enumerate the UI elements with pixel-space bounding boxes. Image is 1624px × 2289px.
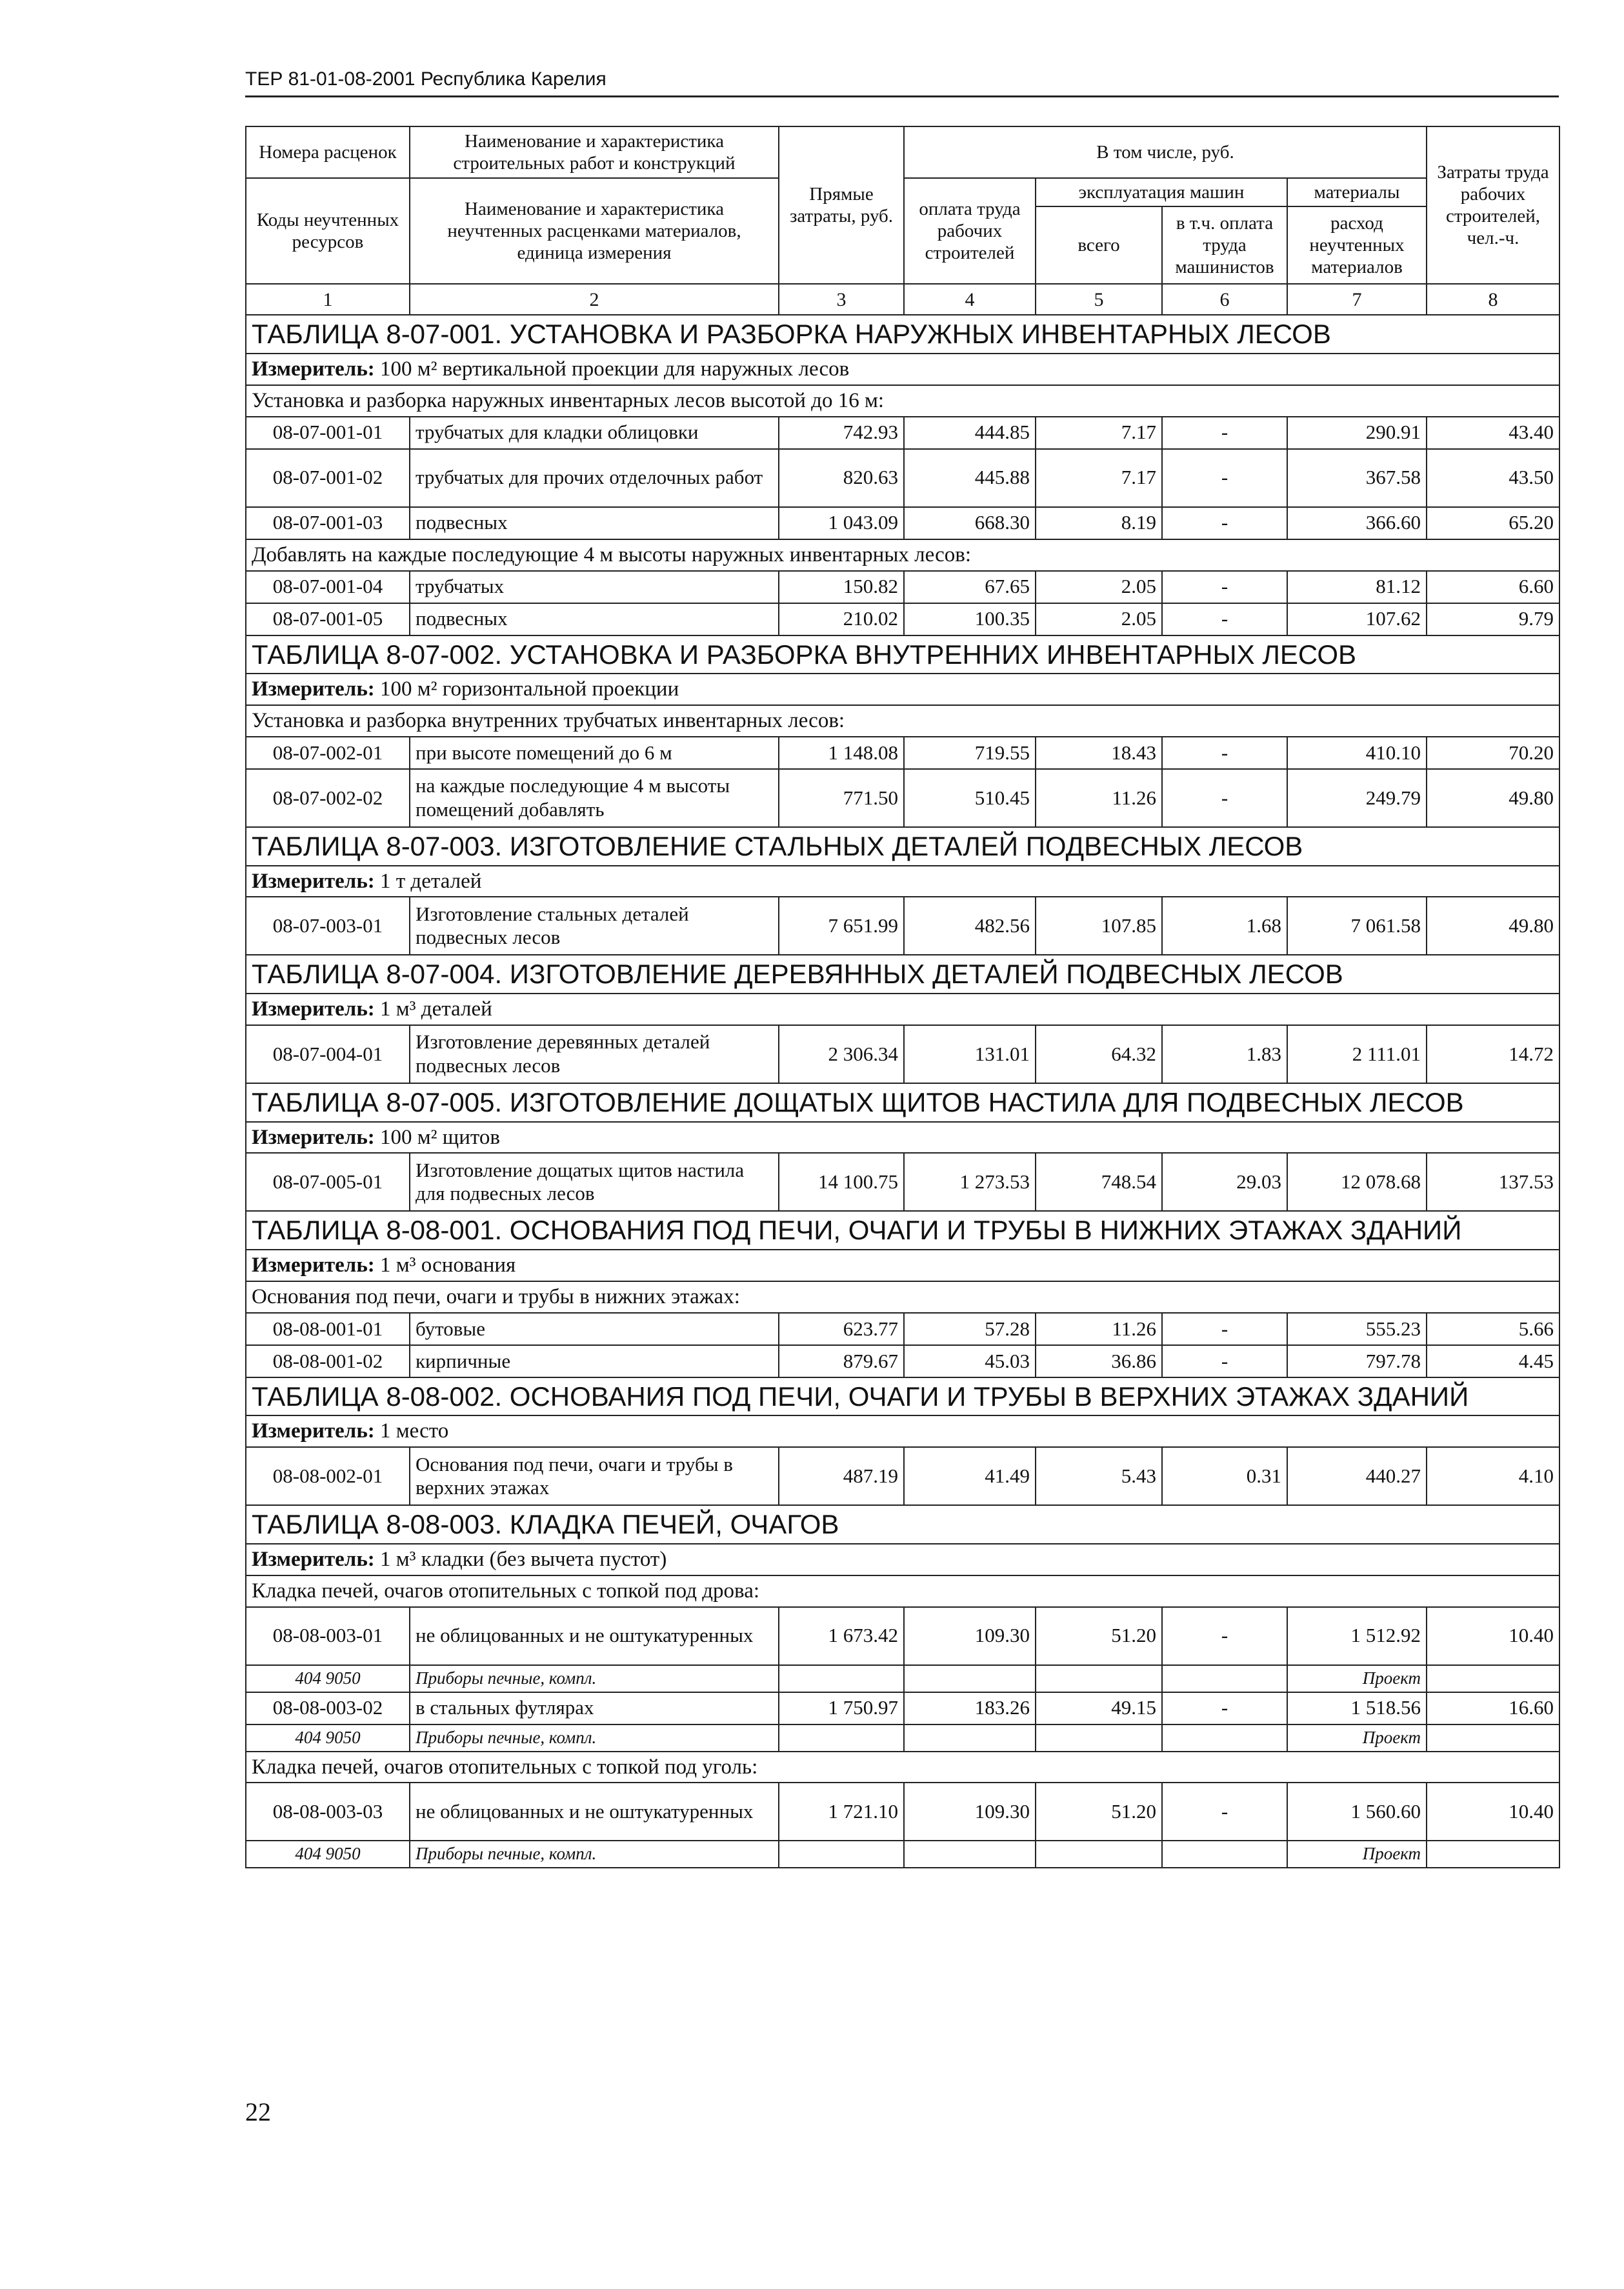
labor-pay-cell: 100.35 bbox=[904, 603, 1036, 635]
code-cell: 08-07-005-01 bbox=[246, 1153, 410, 1211]
machinist-pay-cell: 1.68 bbox=[1162, 897, 1287, 955]
machinist-pay-cell: - bbox=[1162, 417, 1287, 449]
machinist-pay-cell: - bbox=[1162, 769, 1287, 827]
materials-cell: 249.79 bbox=[1287, 769, 1427, 827]
col6-header: в т.ч. оплата труда машинистов bbox=[1162, 206, 1287, 284]
labor-hours-cell: 65.20 bbox=[1427, 507, 1559, 539]
measure-label: Измеритель: bbox=[252, 677, 375, 701]
labor-pay-cell: 45.03 bbox=[904, 1345, 1036, 1377]
name-cell: в стальных футлярах bbox=[410, 1692, 779, 1724]
table-title: ТАБЛИЦА 8-08-001. ОСНОВАНИЯ ПОД ПЕЧИ, ОЧАГИ И ТРУБЫ В НИЖНИХ ЭТАЖАХ ЗДАНИЙ bbox=[246, 1211, 1559, 1250]
measure-row bbox=[246, 994, 1559, 1025]
group-row bbox=[246, 1575, 1559, 1607]
group-heading: Установка и разборка наружных инвентарных лесов высотой до 16 м: bbox=[246, 385, 1559, 417]
labor-pay-cell: 183.26 bbox=[904, 1692, 1036, 1724]
materials-cell: 290.91 bbox=[1287, 417, 1427, 449]
measure-label: Измеритель: bbox=[252, 1254, 375, 1277]
labor-hours-cell: 14.72 bbox=[1427, 1025, 1559, 1083]
labor-pay-cell: 57.28 bbox=[904, 1313, 1036, 1345]
col8-header: Затраты труда рабочих строителей, чел.-ч. bbox=[1427, 126, 1559, 284]
direct-cost-cell: 150.82 bbox=[779, 571, 904, 603]
group-heading: Установка и разборка внутренних трубчатых инвентарных лесов: bbox=[246, 705, 1559, 737]
machinist-pay-cell: 0.31 bbox=[1162, 1447, 1287, 1505]
measure-row bbox=[246, 354, 1559, 385]
direct-cost-cell: 879.67 bbox=[779, 1345, 904, 1377]
colnum-3: 3 bbox=[779, 284, 904, 315]
table-row bbox=[246, 897, 1559, 955]
name-cell: Изготовление стальных деталей подвесных лесов bbox=[410, 897, 779, 955]
materials-cell: 555.23 bbox=[1287, 1313, 1427, 1345]
measure-value: 1 м³ кладки (без вычета пустот) bbox=[380, 1547, 667, 1571]
machinist-pay-cell: - bbox=[1162, 1607, 1287, 1665]
table-title: ТАБЛИЦА 8-08-003. КЛАДКА ПЕЧЕЙ, ОЧАГОВ bbox=[246, 1505, 1559, 1544]
resource-code: 404 9050 bbox=[246, 1841, 410, 1868]
table-title-row bbox=[246, 827, 1559, 866]
empty-cell bbox=[1162, 1665, 1287, 1692]
materials-cell: 12 078.68 bbox=[1287, 1153, 1427, 1211]
measure bbox=[246, 866, 1559, 897]
machines-total-cell: 11.26 bbox=[1036, 1313, 1162, 1345]
table-title-row bbox=[246, 1505, 1559, 1544]
labor-hours-cell: 10.40 bbox=[1427, 1783, 1559, 1841]
labor-pay-cell: 444.85 bbox=[904, 417, 1036, 449]
code-cell: 08-07-001-02 bbox=[246, 449, 410, 507]
direct-cost-cell: 742.93 bbox=[779, 417, 904, 449]
labor-pay-cell: 1 273.53 bbox=[904, 1153, 1036, 1211]
col7-header: расход неучтенных материалов bbox=[1287, 206, 1427, 284]
resource-row bbox=[246, 1724, 1559, 1752]
code-cell: 08-07-001-05 bbox=[246, 603, 410, 635]
name-cell: на каждые последующие 4 м высоты помещений добавлять bbox=[410, 769, 779, 827]
table-title: ТАБЛИЦА 8-07-001. УСТАНОВКА И РАЗБОРКА НАРУЖНЫХ ИНВЕНТАРНЫХ ЛЕСОВ bbox=[246, 315, 1559, 354]
labor-hours-cell: 4.10 bbox=[1427, 1447, 1559, 1505]
name-cell: при высоте помещений до 6 м bbox=[410, 737, 779, 769]
materials-cell: 7 061.58 bbox=[1287, 897, 1427, 955]
header-row bbox=[246, 126, 1559, 178]
table-row bbox=[246, 1447, 1559, 1505]
code-cell: 08-08-001-02 bbox=[246, 1345, 410, 1377]
empty-cell bbox=[1036, 1665, 1162, 1692]
group-row bbox=[246, 385, 1559, 417]
machines-total-cell: 2.05 bbox=[1036, 571, 1162, 603]
table-row bbox=[246, 769, 1559, 827]
empty-cell bbox=[904, 1665, 1036, 1692]
measure bbox=[246, 994, 1559, 1025]
labor-pay-cell: 131.01 bbox=[904, 1025, 1036, 1083]
measure-row bbox=[246, 1544, 1559, 1575]
labor-pay-cell: 719.55 bbox=[904, 737, 1036, 769]
machines-header: эксплуатация машин bbox=[1036, 178, 1287, 206]
measure-label: Измеритель: bbox=[252, 1125, 375, 1149]
direct-cost-cell: 1 148.08 bbox=[779, 737, 904, 769]
measure-value: 100 м² горизонтальной проекции bbox=[380, 677, 679, 701]
table-row bbox=[246, 1692, 1559, 1724]
col2-top: Наименование и характеристика строительных работ и конструкций bbox=[410, 126, 779, 178]
code-cell: 08-08-001-01 bbox=[246, 1313, 410, 1345]
colnum-7: 7 bbox=[1287, 284, 1427, 315]
measure-value: 1 т деталей bbox=[380, 869, 482, 893]
name-cell: не облицованных и не оштукатуренных bbox=[410, 1783, 779, 1841]
code-cell: 08-07-004-01 bbox=[246, 1025, 410, 1083]
machines-total-cell: 64.32 bbox=[1036, 1025, 1162, 1083]
materials-cell: 1 512.92 bbox=[1287, 1607, 1427, 1665]
table-row bbox=[246, 417, 1559, 449]
materials-cell: 797.78 bbox=[1287, 1345, 1427, 1377]
col5-header: всего bbox=[1036, 206, 1162, 284]
machinist-pay-cell: - bbox=[1162, 1692, 1287, 1724]
resource-usage: Проект bbox=[1287, 1665, 1427, 1692]
colnum-6: 6 bbox=[1162, 284, 1287, 315]
table-title: ТАБЛИЦА 8-07-004. ИЗГОТОВЛЕНИЕ ДЕРЕВЯННЫХ ДЕТАЛЕЙ ПОДВЕСНЫХ ЛЕСОВ bbox=[246, 955, 1559, 994]
empty-cell bbox=[1162, 1841, 1287, 1868]
machines-total-cell: 49.15 bbox=[1036, 1692, 1162, 1724]
measure-row bbox=[246, 1122, 1559, 1154]
direct-cost-cell: 1 043.09 bbox=[779, 507, 904, 539]
materials-cell: 366.60 bbox=[1287, 507, 1427, 539]
machines-total-cell: 7.17 bbox=[1036, 449, 1162, 507]
table-title-row bbox=[246, 1083, 1559, 1122]
table-row bbox=[246, 1783, 1559, 1841]
materials-cell: 1 518.56 bbox=[1287, 1692, 1427, 1724]
empty-cell bbox=[779, 1724, 904, 1752]
materials-cell: 81.12 bbox=[1287, 571, 1427, 603]
machines-total-cell: 51.20 bbox=[1036, 1783, 1162, 1841]
name-cell: Основания под печи, очаги и трубы в верхних этажах bbox=[410, 1447, 779, 1505]
table-row bbox=[246, 507, 1559, 539]
code-cell: 08-08-002-01 bbox=[246, 1447, 410, 1505]
direct-cost-cell: 1 673.42 bbox=[779, 1607, 904, 1665]
labor-hours-cell: 10.40 bbox=[1427, 1607, 1559, 1665]
machinist-pay-cell: 1.83 bbox=[1162, 1025, 1287, 1083]
resource-code: 404 9050 bbox=[246, 1724, 410, 1752]
measure-label: Измеритель: bbox=[252, 997, 375, 1021]
group-heading: Кладка печей, очагов отопительных с топкой под уголь: bbox=[246, 1752, 1559, 1783]
group-row bbox=[246, 1752, 1559, 1783]
table-title: ТАБЛИЦА 8-07-002. УСТАНОВКА И РАЗБОРКА ВНУТРЕННИХ ИНВЕНТАРНЫХ ЛЕСОВ bbox=[246, 635, 1559, 674]
empty-cell bbox=[1427, 1724, 1559, 1752]
table-row bbox=[246, 1153, 1559, 1211]
name-cell: кирпичные bbox=[410, 1345, 779, 1377]
direct-cost-cell: 1 721.10 bbox=[779, 1783, 904, 1841]
code-cell: 08-08-003-03 bbox=[246, 1783, 410, 1841]
labor-pay-cell: 109.30 bbox=[904, 1607, 1036, 1665]
name-cell: подвесных bbox=[410, 507, 779, 539]
materials-cell: 410.10 bbox=[1287, 737, 1427, 769]
measure-value: 1 м³ основания bbox=[380, 1254, 516, 1277]
direct-cost-cell: 2 306.34 bbox=[779, 1025, 904, 1083]
colnum-5: 5 bbox=[1036, 284, 1162, 315]
resource-name: Приборы печные, компл. bbox=[410, 1724, 779, 1752]
measure bbox=[246, 1415, 1559, 1447]
materials-header: материалы bbox=[1287, 178, 1427, 206]
measure-label: Измеритель: bbox=[252, 869, 375, 893]
code-cell: 08-07-001-04 bbox=[246, 571, 410, 603]
table-row bbox=[246, 1607, 1559, 1665]
labor-hours-cell: 49.80 bbox=[1427, 769, 1559, 827]
code-cell: 08-07-003-01 bbox=[246, 897, 410, 955]
labor-hours-cell: 16.60 bbox=[1427, 1692, 1559, 1724]
labor-pay-cell: 109.30 bbox=[904, 1783, 1036, 1841]
table-row bbox=[246, 449, 1559, 507]
resource-row bbox=[246, 1841, 1559, 1868]
machines-total-cell: 36.86 bbox=[1036, 1345, 1162, 1377]
machinist-pay-cell: - bbox=[1162, 449, 1287, 507]
labor-pay-cell: 668.30 bbox=[904, 507, 1036, 539]
code-cell: 08-07-001-03 bbox=[246, 507, 410, 539]
table-row bbox=[246, 603, 1559, 635]
measure-row bbox=[246, 1250, 1559, 1281]
labor-hours-cell: 43.40 bbox=[1427, 417, 1559, 449]
measure bbox=[246, 674, 1559, 705]
machinist-pay-cell: - bbox=[1162, 603, 1287, 635]
measure bbox=[246, 1544, 1559, 1575]
measure-row bbox=[246, 1415, 1559, 1447]
name-cell: трубчатых для прочих отделочных работ bbox=[410, 449, 779, 507]
measure bbox=[246, 354, 1559, 385]
name-cell: не облицованных и не оштукатуренных bbox=[410, 1607, 779, 1665]
column-numbers-row bbox=[246, 284, 1559, 315]
labor-pay-cell: 67.65 bbox=[904, 571, 1036, 603]
machines-total-cell: 5.43 bbox=[1036, 1447, 1162, 1505]
materials-cell: 107.62 bbox=[1287, 603, 1427, 635]
table-title-row bbox=[246, 955, 1559, 994]
empty-cell bbox=[1036, 1841, 1162, 1868]
labor-pay-cell: 445.88 bbox=[904, 449, 1036, 507]
materials-cell: 367.58 bbox=[1287, 449, 1427, 507]
document-header: ТЕР 81-01-08-2001 Республика Карелия bbox=[245, 68, 1559, 97]
measure-label: Измеритель: bbox=[252, 1419, 375, 1443]
name-cell: Изготовление деревянных деталей подвесных лесов bbox=[410, 1025, 779, 1083]
direct-cost-cell: 771.50 bbox=[779, 769, 904, 827]
measure-label: Измеритель: bbox=[252, 1547, 375, 1571]
name-cell: подвесных bbox=[410, 603, 779, 635]
measure-row bbox=[246, 674, 1559, 705]
labor-hours-cell: 6.60 bbox=[1427, 571, 1559, 603]
measure-value: 1 место bbox=[380, 1419, 449, 1443]
col1-top: Номера расценок bbox=[246, 126, 410, 178]
resource-code: 404 9050 bbox=[246, 1665, 410, 1692]
table-title-row bbox=[246, 315, 1559, 354]
incl-header: В том числе, руб. bbox=[904, 126, 1427, 178]
machines-total-cell: 107.85 bbox=[1036, 897, 1162, 955]
empty-cell bbox=[1427, 1665, 1559, 1692]
code-cell: 08-08-003-01 bbox=[246, 1607, 410, 1665]
price-table bbox=[245, 126, 1560, 1868]
code-cell: 08-07-002-01 bbox=[246, 737, 410, 769]
labor-pay-cell: 41.49 bbox=[904, 1447, 1036, 1505]
empty-cell bbox=[1162, 1724, 1287, 1752]
materials-cell: 2 111.01 bbox=[1287, 1025, 1427, 1083]
direct-cost-cell: 7 651.99 bbox=[779, 897, 904, 955]
materials-cell: 440.27 bbox=[1287, 1447, 1427, 1505]
page-number: 22 bbox=[245, 2097, 271, 2126]
machinist-pay-cell: - bbox=[1162, 507, 1287, 539]
empty-cell bbox=[904, 1724, 1036, 1752]
resource-usage: Проект bbox=[1287, 1841, 1427, 1868]
labor-hours-cell: 5.66 bbox=[1427, 1313, 1559, 1345]
measure-value: 100 м² вертикальной проекции для наружных лесов bbox=[380, 357, 850, 381]
group-row bbox=[246, 705, 1559, 737]
col4-header: оплата труда рабочих строителей bbox=[904, 178, 1036, 284]
code-cell: 08-08-003-02 bbox=[246, 1692, 410, 1724]
table-title: ТАБЛИЦА 8-08-002. ОСНОВАНИЯ ПОД ПЕЧИ, ОЧАГИ И ТРУБЫ В ВЕРХНИХ ЭТАЖАХ ЗДАНИЙ bbox=[246, 1377, 1559, 1416]
machines-total-cell: 2.05 bbox=[1036, 603, 1162, 635]
table-row bbox=[246, 1025, 1559, 1083]
machines-total-cell: 51.20 bbox=[1036, 1607, 1162, 1665]
labor-hours-cell: 49.80 bbox=[1427, 897, 1559, 955]
table-title: ТАБЛИЦА 8-07-005. ИЗГОТОВЛЕНИЕ ДОЩАТЫХ ЩИТОВ НАСТИЛА ДЛЯ ПОДВЕСНЫХ ЛЕСОВ bbox=[246, 1083, 1559, 1122]
table-title-row bbox=[246, 1211, 1559, 1250]
empty-cell bbox=[1427, 1841, 1559, 1868]
resource-name: Приборы печные, компл. bbox=[410, 1665, 779, 1692]
table-title-row bbox=[246, 1377, 1559, 1416]
machinist-pay-cell: 29.03 bbox=[1162, 1153, 1287, 1211]
materials-cell: 1 560.60 bbox=[1287, 1783, 1427, 1841]
colnum-2: 2 bbox=[410, 284, 779, 315]
labor-hours-cell: 43.50 bbox=[1427, 449, 1559, 507]
resource-row bbox=[246, 1665, 1559, 1692]
measure bbox=[246, 1250, 1559, 1281]
machines-total-cell: 7.17 bbox=[1036, 417, 1162, 449]
colnum-1: 1 bbox=[246, 284, 410, 315]
direct-cost-cell: 623.77 bbox=[779, 1313, 904, 1345]
empty-cell bbox=[1036, 1724, 1162, 1752]
name-cell: Изготовление дощатых щитов настила для подвесных лесов bbox=[410, 1153, 779, 1211]
table-row bbox=[246, 571, 1559, 603]
code-cell: 08-07-001-01 bbox=[246, 417, 410, 449]
col3-header: Прямые затраты, руб. bbox=[779, 126, 904, 284]
table-title-row bbox=[246, 635, 1559, 674]
machinist-pay-cell: - bbox=[1162, 1345, 1287, 1377]
labor-hours-cell: 137.53 bbox=[1427, 1153, 1559, 1211]
direct-cost-cell: 210.02 bbox=[779, 603, 904, 635]
measure-value: 100 м² щитов bbox=[380, 1125, 500, 1149]
empty-cell bbox=[779, 1665, 904, 1692]
labor-hours-cell: 70.20 bbox=[1427, 737, 1559, 769]
machines-total-cell: 748.54 bbox=[1036, 1153, 1162, 1211]
table-title: ТАБЛИЦА 8-07-003. ИЗГОТОВЛЕНИЕ СТАЛЬНЫХ ДЕТАЛЕЙ ПОДВЕСНЫХ ЛЕСОВ bbox=[246, 827, 1559, 866]
name-cell: трубчатых bbox=[410, 571, 779, 603]
machinist-pay-cell: - bbox=[1162, 737, 1287, 769]
name-cell: трубчатых для кладки облицовки bbox=[410, 417, 779, 449]
resource-usage: Проект bbox=[1287, 1724, 1427, 1752]
machinist-pay-cell: - bbox=[1162, 1783, 1287, 1841]
labor-pay-cell: 510.45 bbox=[904, 769, 1036, 827]
direct-cost-cell: 1 750.97 bbox=[779, 1692, 904, 1724]
measure-value: 1 м³ деталей bbox=[380, 997, 492, 1021]
labor-hours-cell: 4.45 bbox=[1427, 1345, 1559, 1377]
direct-cost-cell: 14 100.75 bbox=[779, 1153, 904, 1211]
name-cell: бутовые bbox=[410, 1313, 779, 1345]
col1-bottom: Коды неучтенных ресурсов bbox=[246, 178, 410, 284]
resource-name: Приборы печные, компл. bbox=[410, 1841, 779, 1868]
machines-total-cell: 18.43 bbox=[1036, 737, 1162, 769]
direct-cost-cell: 487.19 bbox=[779, 1447, 904, 1505]
group-heading: Кладка печей, очагов отопительных с топкой под дрова: bbox=[246, 1575, 1559, 1607]
table-row bbox=[246, 1313, 1559, 1345]
table-row bbox=[246, 1345, 1559, 1377]
colnum-8: 8 bbox=[1427, 284, 1559, 315]
group-row bbox=[246, 539, 1559, 571]
labor-hours-cell: 9.79 bbox=[1427, 603, 1559, 635]
table-row bbox=[246, 737, 1559, 769]
empty-cell bbox=[904, 1841, 1036, 1868]
machines-total-cell: 8.19 bbox=[1036, 507, 1162, 539]
code-cell: 08-07-002-02 bbox=[246, 769, 410, 827]
colnum-4: 4 bbox=[904, 284, 1036, 315]
machines-total-cell: 11.26 bbox=[1036, 769, 1162, 827]
labor-pay-cell: 482.56 bbox=[904, 897, 1036, 955]
col2-bottom: Наименование и характеристика неучтенных расценками материалов, единица измерения bbox=[410, 178, 779, 284]
machinist-pay-cell: - bbox=[1162, 571, 1287, 603]
direct-cost-cell: 820.63 bbox=[779, 449, 904, 507]
machinist-pay-cell: - bbox=[1162, 1313, 1287, 1345]
measure bbox=[246, 1122, 1559, 1154]
group-row bbox=[246, 1281, 1559, 1313]
group-heading: Добавлять на каждые последующие 4 м высоты наружных инвентарных лесов: bbox=[246, 539, 1559, 571]
group-heading: Основания под печи, очаги и трубы в нижних этажах: bbox=[246, 1281, 1559, 1313]
measure-label: Измеритель: bbox=[252, 357, 375, 381]
measure-row bbox=[246, 866, 1559, 897]
empty-cell bbox=[779, 1841, 904, 1868]
